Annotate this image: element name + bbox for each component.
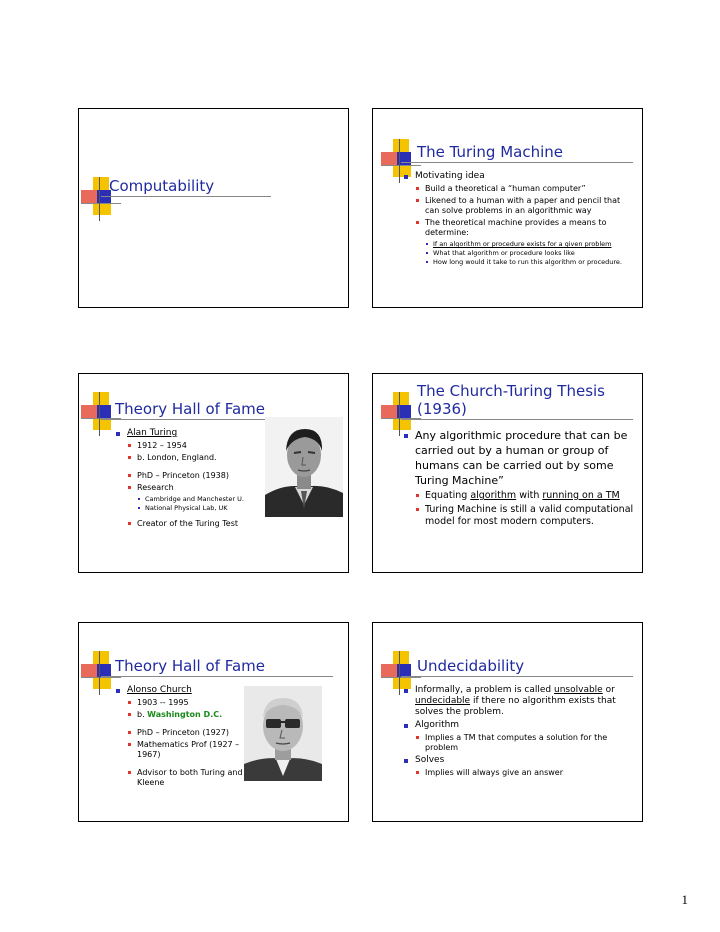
- list-item: The theoretical machine provides a means to determine:: [415, 218, 635, 238]
- list-item: 1912 – 1954: [127, 441, 255, 451]
- bullet-list: [403, 171, 635, 267]
- list-item: PhD – Princeton (1938): [127, 471, 255, 481]
- slide-computability: [78, 108, 349, 308]
- list-item: Solves: [403, 755, 635, 766]
- list-item: Build a theoretical a “human computer”: [415, 184, 635, 194]
- slide-hall-of-fame-turing: [78, 373, 349, 573]
- slide-title: [417, 382, 605, 418]
- slide-title: Undecidability: [417, 657, 525, 675]
- list-item: PhD – Princeton (1927): [127, 728, 247, 738]
- slide-title: The Turing Machine: [417, 143, 563, 161]
- slide-title: Theory Hall of Fame: [115, 657, 265, 675]
- slide-turing-machine: [372, 108, 643, 308]
- bullet-list: [115, 685, 247, 790]
- list-item: If an algorithm or procedure exists for a given problem: [425, 240, 635, 248]
- list-item: Motivating idea: [403, 171, 635, 182]
- title-rule: [401, 419, 633, 420]
- person-name: Alan Turing: [115, 428, 255, 439]
- slide-undecidability: [372, 622, 643, 822]
- bullet-list: [115, 428, 255, 531]
- list-item: Cambridge and Manchester U.: [137, 495, 255, 503]
- portrait-photo: [265, 417, 343, 517]
- bullet-list: [403, 428, 635, 530]
- list-item: Algorithm: [403, 720, 635, 731]
- list-item: Implies will always give an answer: [415, 768, 635, 778]
- list-item: How long would it take to run this algorithm or procedure.: [425, 258, 635, 266]
- list-item: Creator of the Turing Test: [127, 519, 255, 529]
- list-item: Mathematics Prof (1927 – 1967): [127, 740, 247, 760]
- list-item: Likened to a human with a paper and pencil that can solve problems in an algorithmic way: [415, 196, 635, 216]
- title-rule: [101, 196, 271, 197]
- list-item: Any algorithmic procedure that can be carried out by a human or group of humans can be carried out by some Turing Machine”: [403, 428, 635, 488]
- list-item: Research: [127, 483, 255, 493]
- slide-title: Theory Hall of Fame: [115, 400, 265, 418]
- slide-title-line: The Church-Turing Thesis: [417, 382, 605, 400]
- page-number: 1: [681, 892, 688, 907]
- list-item: National Physical Lab, UK: [137, 504, 255, 512]
- slide-title: Computability: [109, 177, 215, 195]
- list-item: b. Washington D.C.: [127, 710, 247, 720]
- list-item: Turing Machine is still a valid computational model for most modern computers.: [415, 504, 635, 528]
- slide-hall-of-fame-church: [78, 622, 349, 822]
- title-rule: [101, 676, 333, 677]
- list-item: What that algorithm or procedure looks like: [425, 249, 635, 257]
- list-item: Informally, a problem is called unsolvable or undecidable if there no algorithm exists that solves the problem.: [403, 685, 635, 718]
- person-name: Alonso Church: [115, 685, 247, 696]
- title-rule: [401, 676, 633, 677]
- list-item: Implies a TM that computes a solution for the problem: [415, 733, 635, 753]
- list-item: Equating algorithm with running on a TM: [415, 490, 635, 502]
- title-rule: [401, 162, 633, 163]
- portrait-photo: [244, 686, 322, 781]
- bullet-list: [403, 685, 635, 780]
- list-item: 1903 -- 1995: [127, 698, 247, 708]
- slide-title-line: (1936): [417, 400, 467, 418]
- slide-church-turing-thesis: [372, 373, 643, 573]
- list-item: Advisor to both Turing and Kleene: [127, 768, 247, 788]
- list-item: b. London, England.: [127, 453, 255, 463]
